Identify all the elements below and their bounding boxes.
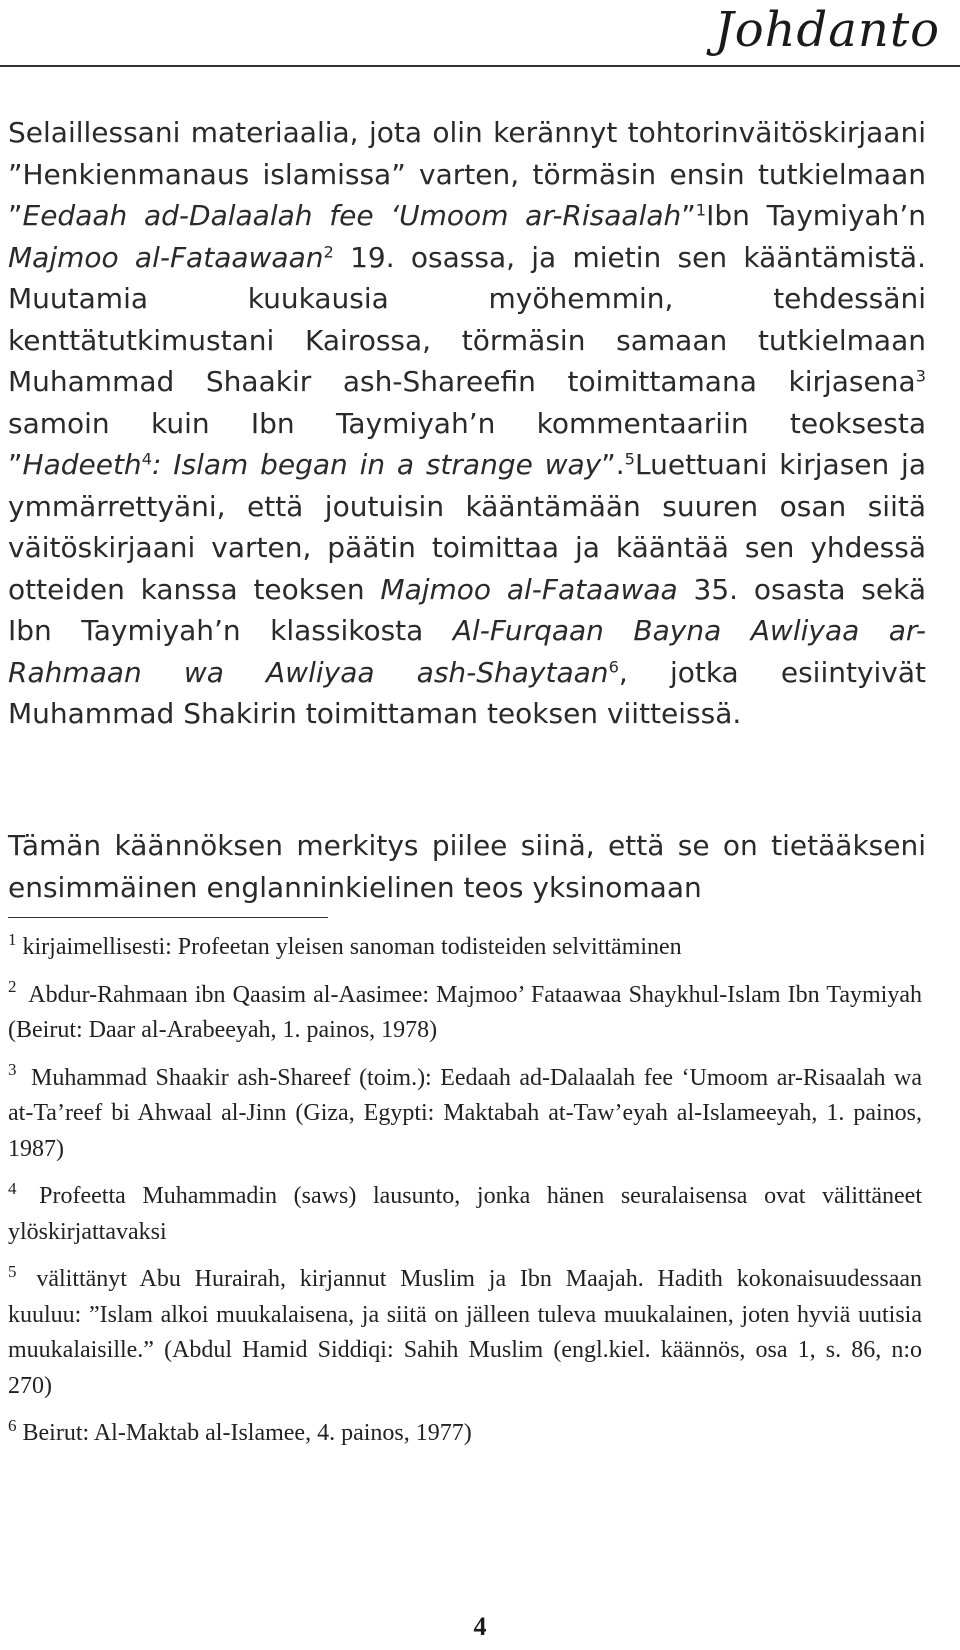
footnote-5: [8, 1262, 922, 1404]
footnote-text: Abdur-Rahmaan ibn Qaasim al-Aasimee: Majmoo’ Fataawaa Shaykhul-Islam Ibn Taymiyah (Beirut: Daar al-Arabeeyah, 1. painos, 1978): [8, 981, 922, 1043]
footnote-text: Beirut: Al-Maktab al-Islamee, 4. painos, 1977): [22, 1420, 472, 1446]
footnote-number: 6: [8, 1415, 17, 1435]
footnote-number: 4: [8, 1178, 17, 1198]
italic-title: : Islam began in a strange way: [152, 448, 602, 481]
footnote-number: 1: [8, 929, 17, 949]
footnote-ref-1[interactable]: 1: [695, 200, 707, 220]
footnote-4: [8, 1179, 922, 1250]
page-number: 4: [473, 1612, 487, 1641]
italic-title: Al-Furqaan Bayna Awliyaa ar-Rahmaan wa Awliyaa ash-Shaytaan: [8, 614, 927, 689]
footnote-ref-4[interactable]: 4: [141, 449, 153, 469]
text-span: ”.: [601, 448, 625, 481]
footnote-ref-5[interactable]: 5: [624, 449, 635, 469]
footnote-1: [8, 930, 922, 966]
footnote-2: [8, 978, 922, 1049]
paragraph-intro: [8, 112, 926, 735]
footnote-text: Muhammad Shaakir ash-Shareef (toim.): Eedaah ad-Dalaalah fee ‘Umoom ar-Risaalah wa at-Ta’reef bi Ahwaal al-Jinn (Giza, Egypti: Maktabah at-Taw’eyah al-Islameeyah, 1. painos, 1987): [8, 1064, 922, 1162]
page-header-title: Johdanto: [714, 2, 940, 58]
text-span: Ibn Taymiyah’n: [706, 199, 926, 232]
footnote-3: [8, 1061, 922, 1168]
italic-title: Eedaah ad-Dalaalah fee ‘Umoom ar-Risaalah: [22, 199, 682, 232]
footnote-text: välittänyt Abu Hurairah, kirjannut Muslim ja Ibn Maajah. Hadith kokonaisuudessaan kuuluu: ”Islam alkoi muukalaisena, ja siitä on jälleen tuleva muukalainen, joten hyviä uutisia muukalaisille.” (Abdul Hamid Siddiqi: Sahih Muslim (engl.kiel. käännös, osa 1, s. 86, n:o 270): [8, 1266, 922, 1399]
paragraph-significance: Tämän käännöksen merkitys piilee siinä, että se on tietääkseni ensimmäinen englanninkielinen teos yksinomaan: [8, 829, 926, 904]
footnote-6: [8, 1416, 922, 1452]
footnote-number: 3: [8, 1060, 17, 1080]
text-span: samoin kuin Ibn Taymiyah’n kommentaariin teoksesta ”: [8, 406, 926, 481]
text-span: Selaillessani materiaalia, jota olin kerännyt tohtorinväitöskirjaani ”Henkienmanaus islamissa” varten, törmäsin ensin tutkielmaan ”: [8, 116, 926, 232]
footnote-number: 5: [8, 1261, 17, 1281]
footnote-ref-6[interactable]: 6: [608, 656, 619, 676]
italic-title: Majmoo al-Fataawaa: [380, 572, 678, 606]
footnote-text: kirjaimellisesti: Profeetan yleisen sanoman todisteiden selvittäminen: [22, 934, 682, 960]
italic-title: Majmoo al-Fataawaan: [8, 240, 324, 274]
footnote-ref-3[interactable]: 3: [915, 366, 926, 386]
footnote-ref-2[interactable]: 2: [323, 241, 334, 261]
footnote-number: 2: [8, 977, 17, 997]
footnote-divider: [8, 917, 328, 918]
footnote-text: Profeetta Muhammadin (saws) lausunto, jonka hänen seuralaisensa ovat välittäneet ylöskirjattavaksi: [8, 1183, 922, 1245]
header-divider: [0, 65, 960, 67]
text-span: 35. osasta sekä Ibn Taymiyah’n klassikosta: [8, 572, 926, 647]
text-span: 19. osassa, ja mietin sen kääntämistä. Muutamia kuukausia myöhemmin, tehdessäni kenttätutkimustani Kairossa, törmäsin samaan tutkielmaan Muhammad Shaakir ash-Shareefin toimittamana kirjasena: [8, 240, 926, 398]
italic-title: Hadeeth: [22, 448, 142, 481]
text-span: , jotka esiintyivät Muhammad Shakirin toimittaman teoksen viitteissä.: [8, 655, 927, 730]
text-span: ”: [681, 199, 696, 232]
text-span: Luettuani kirjasen ja ymmärrettyäni, että joutuisin kääntämään suuren osan siitä väitöskirjaani varten, päätin toimittaa ja kääntää sen yhdessä otteiden kanssa teoksen: [8, 448, 926, 606]
footnotes-section: [8, 930, 922, 1464]
